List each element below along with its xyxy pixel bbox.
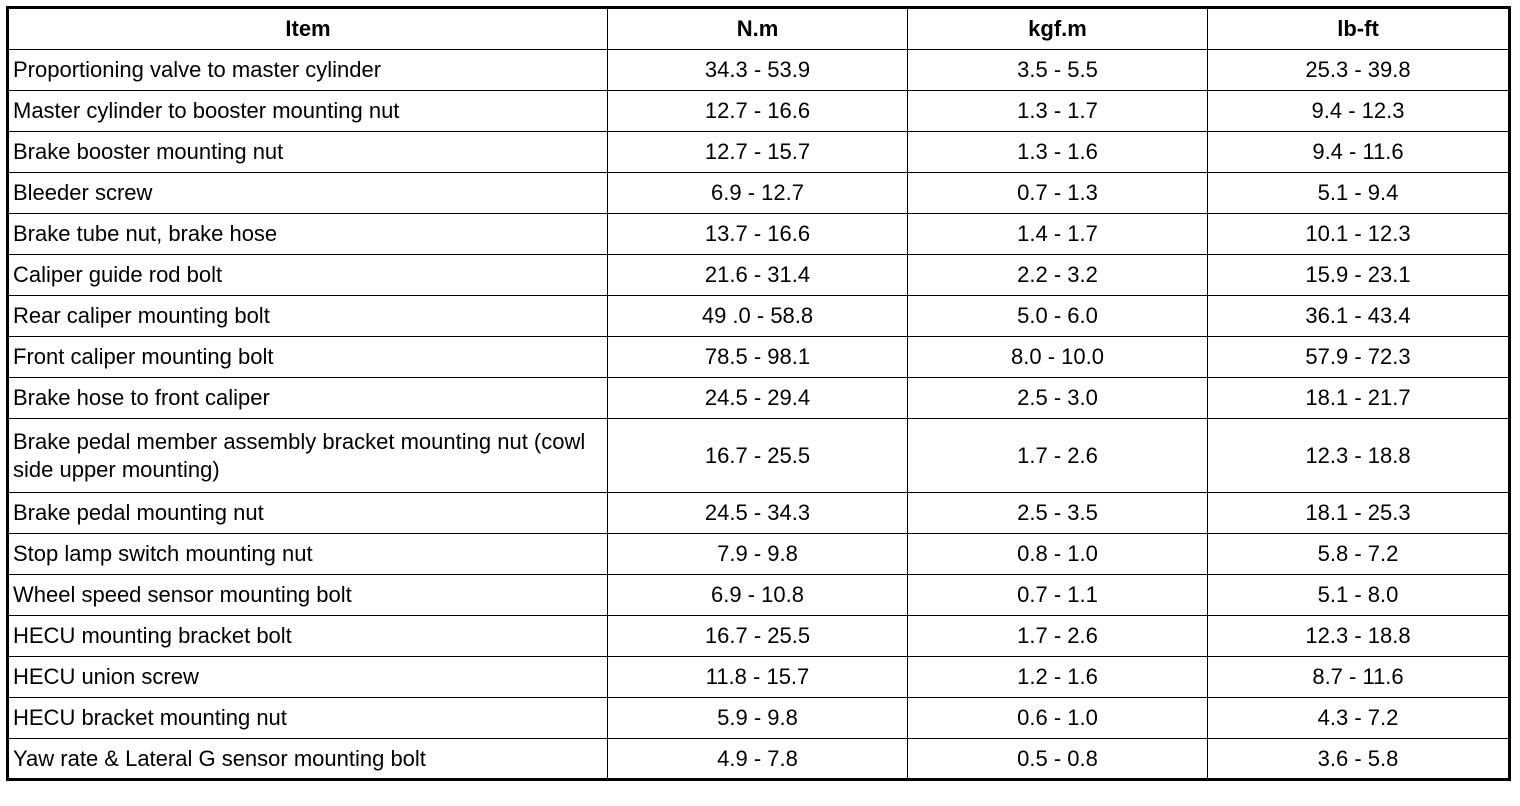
header-item: Item: [8, 8, 608, 50]
cell-item: Stop lamp switch mounting nut: [8, 534, 608, 575]
cell-nm: 5.9 - 9.8: [608, 698, 908, 739]
cell-item: Wheel speed sensor mounting bolt: [8, 575, 608, 616]
table-row: [8, 698, 1510, 739]
cell-kgf: 1.2 - 1.6: [908, 657, 1208, 698]
table-row: [8, 214, 1510, 255]
cell-item: Brake pedal member assembly bracket mounting nut (cowl side upper mounting): [8, 419, 608, 493]
cell-item: Rear caliper mounting bolt: [8, 296, 608, 337]
cell-item: HECU bracket mounting nut: [8, 698, 608, 739]
cell-kgf: 3.5 - 5.5: [908, 50, 1208, 91]
torque-spec-table-container: [6, 6, 1508, 781]
header-nm: N.m: [608, 8, 908, 50]
cell-kgf: 5.0 - 6.0: [908, 296, 1208, 337]
cell-kgf: 0.7 - 1.1: [908, 575, 1208, 616]
cell-kgf: 0.8 - 1.0: [908, 534, 1208, 575]
cell-item: Caliper guide rod bolt: [8, 255, 608, 296]
cell-item: Yaw rate & Lateral G sensor mounting bolt: [8, 739, 608, 780]
cell-kgf: 1.3 - 1.7: [908, 91, 1208, 132]
table-row: [8, 575, 1510, 616]
cell-item: Bleeder screw: [8, 173, 608, 214]
cell-nm: 24.5 - 29.4: [608, 378, 908, 419]
cell-kgf: 0.7 - 1.3: [908, 173, 1208, 214]
cell-item: HECU union screw: [8, 657, 608, 698]
table-row: [8, 419, 1510, 493]
table-row: [8, 534, 1510, 575]
cell-lbft: 9.4 - 11.6: [1208, 132, 1510, 173]
cell-item: Brake pedal mounting nut: [8, 493, 608, 534]
table-header-row: [8, 8, 1510, 50]
cell-nm: 12.7 - 16.6: [608, 91, 908, 132]
cell-nm: 12.7 - 15.7: [608, 132, 908, 173]
cell-kgf: 1.4 - 1.7: [908, 214, 1208, 255]
cell-lbft: 8.7 - 11.6: [1208, 657, 1510, 698]
cell-kgf: 2.5 - 3.5: [908, 493, 1208, 534]
table-row: [8, 493, 1510, 534]
cell-lbft: 18.1 - 21.7: [1208, 378, 1510, 419]
cell-kgf: 1.3 - 1.6: [908, 132, 1208, 173]
cell-nm: 21.6 - 31.4: [608, 255, 908, 296]
table-row: [8, 657, 1510, 698]
cell-item: Proportioning valve to master cylinder: [8, 50, 608, 91]
table-row: [8, 739, 1510, 780]
table-row: [8, 50, 1510, 91]
header-kgf: kgf.m: [908, 8, 1208, 50]
cell-kgf: 2.5 - 3.0: [908, 378, 1208, 419]
cell-item: Brake tube nut, brake hose: [8, 214, 608, 255]
cell-kgf: 1.7 - 2.6: [908, 419, 1208, 493]
cell-nm: 6.9 - 12.7: [608, 173, 908, 214]
table-row: [8, 255, 1510, 296]
cell-lbft: 57.9 - 72.3: [1208, 337, 1510, 378]
cell-nm: 11.8 - 15.7: [608, 657, 908, 698]
cell-lbft: 3.6 - 5.8: [1208, 739, 1510, 780]
cell-nm: 16.7 - 25.5: [608, 419, 908, 493]
cell-lbft: 5.8 - 7.2: [1208, 534, 1510, 575]
cell-lbft: 12.3 - 18.8: [1208, 616, 1510, 657]
cell-nm: 24.5 - 34.3: [608, 493, 908, 534]
cell-nm: 7.9 - 9.8: [608, 534, 908, 575]
cell-nm: 4.9 - 7.8: [608, 739, 908, 780]
cell-item: Front caliper mounting bolt: [8, 337, 608, 378]
cell-item: Master cylinder to booster mounting nut: [8, 91, 608, 132]
cell-lbft: 4.3 - 7.2: [1208, 698, 1510, 739]
table-row: [8, 296, 1510, 337]
cell-nm: 34.3 - 53.9: [608, 50, 908, 91]
table-row: [8, 337, 1510, 378]
torque-spec-table: [6, 6, 1511, 781]
cell-kgf: 1.7 - 2.6: [908, 616, 1208, 657]
cell-nm: 49 .0 - 58.8: [608, 296, 908, 337]
cell-nm: 13.7 - 16.6: [608, 214, 908, 255]
cell-kgf: 0.5 - 0.8: [908, 739, 1208, 780]
cell-lbft: 12.3 - 18.8: [1208, 419, 1510, 493]
cell-item: Brake hose to front caliper: [8, 378, 608, 419]
table-row: [8, 91, 1510, 132]
cell-nm: 6.9 - 10.8: [608, 575, 908, 616]
cell-lbft: 9.4 - 12.3: [1208, 91, 1510, 132]
table-row: [8, 173, 1510, 214]
cell-lbft: 15.9 - 23.1: [1208, 255, 1510, 296]
table-row: [8, 132, 1510, 173]
cell-nm: 16.7 - 25.5: [608, 616, 908, 657]
cell-lbft: 5.1 - 8.0: [1208, 575, 1510, 616]
cell-item: Brake booster mounting nut: [8, 132, 608, 173]
cell-lbft: 36.1 - 43.4: [1208, 296, 1510, 337]
cell-lbft: 10.1 - 12.3: [1208, 214, 1510, 255]
header-lbft: lb-ft: [1208, 8, 1510, 50]
cell-lbft: 25.3 - 39.8: [1208, 50, 1510, 91]
table-row: [8, 616, 1510, 657]
cell-lbft: 5.1 - 9.4: [1208, 173, 1510, 214]
cell-kgf: 0.6 - 1.0: [908, 698, 1208, 739]
cell-item: HECU mounting bracket bolt: [8, 616, 608, 657]
cell-kgf: 8.0 - 10.0: [908, 337, 1208, 378]
cell-lbft: 18.1 - 25.3: [1208, 493, 1510, 534]
cell-kgf: 2.2 - 3.2: [908, 255, 1208, 296]
cell-nm: 78.5 - 98.1: [608, 337, 908, 378]
table-row: [8, 378, 1510, 419]
